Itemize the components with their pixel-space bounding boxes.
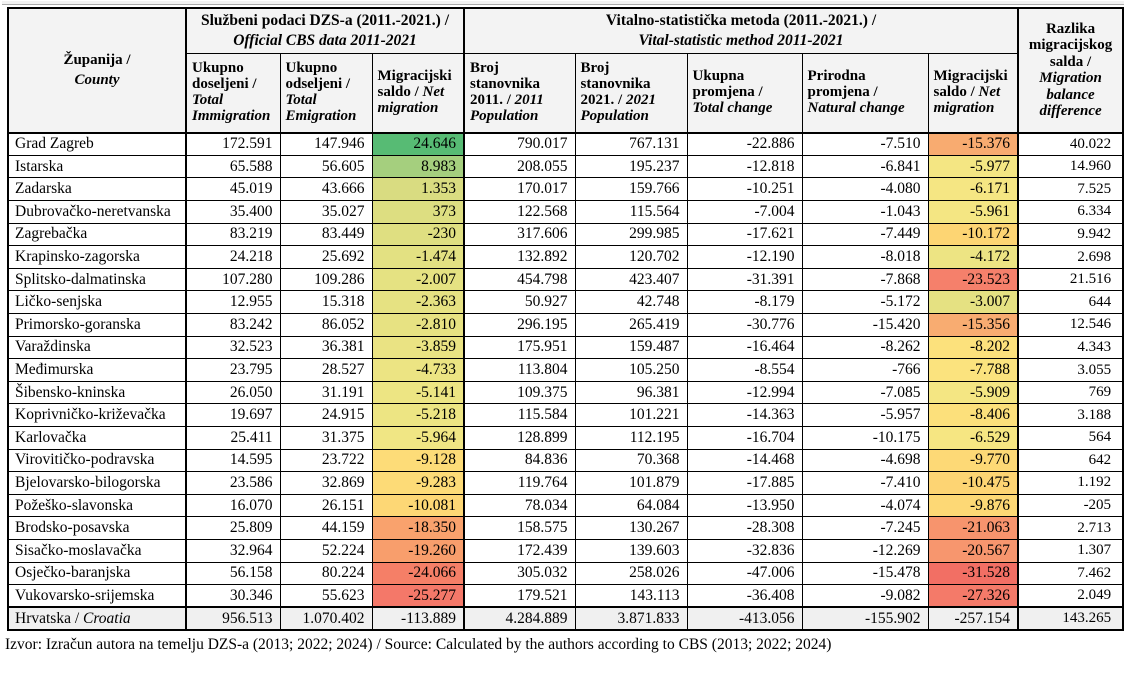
value-cell: -31.528 [928,562,1018,585]
source-note: Izvor: Izračun autora na temelju DZS-a (2013; 2022; 2024) / Source: Calculated by the authors according to CBS (2013; 2022; 2024) [5,635,832,653]
value-cell: 2.698 [1018,246,1123,269]
value-cell: 172.439 [464,539,575,562]
value-cell: 128.899 [464,427,575,450]
county-cell: Sisačko-moslavačka [8,539,186,562]
value-cell: 12.546 [1018,314,1123,337]
table-row [8,494,1123,517]
value-cell: -25.277 [372,585,464,608]
value-cell: 139.603 [575,539,687,562]
value-cell: 101.221 [575,404,687,427]
table-body [8,133,1123,630]
value-cell: 26.151 [280,494,372,517]
county-cell: Bjelovarsko-bilogorska [8,472,186,495]
value-cell: -6.841 [802,155,928,178]
value-cell: -21.063 [928,517,1018,540]
table-row [8,404,1123,427]
value-cell: -3.007 [928,291,1018,314]
migration-balance-difference-header [1018,8,1123,133]
value-cell: 70.368 [575,449,687,472]
value-cell: -31.391 [687,268,802,291]
value-cell: 56.158 [186,562,280,585]
county-cell: Ličko-senjska [8,291,186,314]
value-cell: 45.019 [186,178,280,201]
value-cell: 159.487 [575,336,687,359]
value-cell: 299.985 [575,223,687,246]
value-cell: 1.070.402 [280,607,372,630]
county-cell: Primorsko-goranska [8,314,186,337]
value-cell: 2.049 [1018,585,1123,608]
value-cell: 24.915 [280,404,372,427]
county-cell: Vukovarsko-srijemska [8,585,186,608]
table-row [8,359,1123,382]
value-cell: 14.960 [1018,155,1123,178]
value-cell: 423.407 [575,268,687,291]
county-cell: Virovitičko-podravska [8,449,186,472]
county-cell: Osječko-baranjska [8,562,186,585]
value-cell: -4.698 [802,449,928,472]
top-crop-artifact [2,1,1124,5]
value-cell: 3.871.833 [575,607,687,630]
county-cell: Karlovačka [8,427,186,450]
county-cell: Hrvatska / Croatia [8,607,186,630]
county-cell: Dubrovačko-neretvanska [8,201,186,224]
value-cell: -10.081 [372,494,464,517]
group1-en: Official CBS data 2011-2021 [233,32,417,50]
value-cell: -205 [1018,494,1123,517]
value-cell: -7.449 [802,223,928,246]
value-cell: -10.475 [928,472,1018,495]
value-cell: 2.713 [1018,517,1123,540]
value-cell: 1.353 [372,178,464,201]
value-cell: -113.889 [372,607,464,630]
value-cell: 265.419 [575,314,687,337]
value-cell: -30.776 [687,314,802,337]
value-cell: 296.195 [464,314,575,337]
col-header-population-2021: Broj stanovnika 2021. / 2021 Population [575,54,687,133]
table-row [8,314,1123,337]
value-cell: 8.983 [372,155,464,178]
value-cell: 119.764 [464,472,575,495]
value-cell: 28.527 [280,359,372,382]
value-cell: -7.085 [802,381,928,404]
table-header [8,8,1123,133]
value-cell: -10.175 [802,427,928,450]
value-cell: 790.017 [464,133,575,156]
table-row [8,155,1123,178]
table-row [8,336,1123,359]
value-cell: 43.666 [280,178,372,201]
value-cell: 7.462 [1018,562,1123,585]
value-cell: -4.080 [802,178,928,201]
value-cell: 179.521 [464,585,575,608]
value-cell: 317.606 [464,223,575,246]
col-header-total-emigration: Ukupno odseljeni / Total Emigration [280,54,372,133]
county-header-en: County [74,72,120,89]
value-cell: -9.128 [372,449,464,472]
value-cell: -4.733 [372,359,464,382]
value-cell: -15.356 [928,314,1018,337]
value-cell: 3.055 [1018,359,1123,382]
table-row [8,178,1123,201]
value-cell: -47.006 [687,562,802,585]
value-cell: 64.084 [575,494,687,517]
value-cell: 23.722 [280,449,372,472]
value-cell: 564 [1018,427,1123,450]
value-cell: -5.218 [372,404,464,427]
table-row [8,223,1123,246]
value-cell: 4.343 [1018,336,1123,359]
value-cell: 83.449 [280,223,372,246]
county-cell: Zadarska [8,178,186,201]
value-cell: -20.567 [928,539,1018,562]
value-cell: 101.879 [575,472,687,495]
value-cell: -9.283 [372,472,464,495]
value-cell: 84.836 [464,449,575,472]
value-cell: 175.951 [464,336,575,359]
table-row [8,381,1123,404]
value-cell: -17.621 [687,223,802,246]
value-cell: -2.810 [372,314,464,337]
value-cell: 373 [372,201,464,224]
value-cell: -3.859 [372,336,464,359]
value-cell: -7.788 [928,359,1018,382]
value-cell: 31.375 [280,427,372,450]
value-cell: -7.868 [802,268,928,291]
value-cell: -5.909 [928,381,1018,404]
value-cell: 159.766 [575,178,687,201]
county-column-header [8,8,186,133]
table-row [8,291,1123,314]
value-cell: -32.836 [687,539,802,562]
value-cell: 120.702 [575,246,687,269]
value-cell: 83.242 [186,314,280,337]
value-cell: 25.809 [186,517,280,540]
col-header-total-immigration: Ukupno doseljeni / Total Immigration [186,54,280,133]
value-cell: 109.286 [280,268,372,291]
value-cell: 23.586 [186,472,280,495]
value-cell: 35.400 [186,201,280,224]
value-cell: -36.408 [687,585,802,608]
value-cell: 32.523 [186,336,280,359]
table-row [8,517,1123,540]
value-cell: 80.224 [280,562,372,585]
value-cell: 32.869 [280,472,372,495]
county-cell: Brodsko-posavska [8,517,186,540]
county-header-hr: Županija / [63,52,131,69]
value-cell: -4.172 [928,246,1018,269]
value-cell: -257.154 [928,607,1018,630]
value-cell: 769 [1018,381,1123,404]
value-cell: -766 [802,359,928,382]
value-cell: 35.027 [280,201,372,224]
value-cell: -15.420 [802,314,928,337]
county-cell: Grad Zagreb [8,133,186,156]
value-cell: -7.410 [802,472,928,495]
total-row [8,607,1123,630]
value-cell: 21.516 [1018,268,1123,291]
value-cell: -8.202 [928,336,1018,359]
value-cell: 113.804 [464,359,575,382]
value-cell: 24.218 [186,246,280,269]
value-cell: 25.692 [280,246,372,269]
value-cell: -22.886 [687,133,802,156]
value-cell: 50.927 [464,291,575,314]
table-row [8,201,1123,224]
county-cell: Međimurska [8,359,186,382]
razlika-en: Migration balance difference [1039,70,1102,120]
value-cell: -16.704 [687,427,802,450]
value-cell: -12.269 [802,539,928,562]
value-cell: 305.032 [464,562,575,585]
value-cell: -9.876 [928,494,1018,517]
value-cell: 26.050 [186,381,280,404]
value-cell: -27.326 [928,585,1018,608]
value-cell: 6.334 [1018,201,1123,224]
value-cell: -4.074 [802,494,928,517]
value-cell: 112.195 [575,427,687,450]
value-cell: -8.179 [687,291,802,314]
value-cell: -2.363 [372,291,464,314]
value-cell: 109.375 [464,381,575,404]
value-cell: 31.191 [280,381,372,404]
value-cell: -1.043 [802,201,928,224]
value-cell: -7.004 [687,201,802,224]
migration-table [7,7,1124,631]
value-cell: -15.376 [928,133,1018,156]
value-cell: 3.188 [1018,404,1123,427]
value-cell: -12.818 [687,155,802,178]
value-cell: -12.994 [687,381,802,404]
value-cell: -8.018 [802,246,928,269]
value-cell: -5.172 [802,291,928,314]
value-cell: -5.141 [372,381,464,404]
value-cell: 9.942 [1018,223,1123,246]
value-cell: -5.977 [928,155,1018,178]
value-cell: 105.250 [575,359,687,382]
col-header-net-migration-vital: Migracijski saldo / Net migration [928,54,1018,133]
value-cell: -9.770 [928,449,1018,472]
value-cell: -9.082 [802,585,928,608]
county-cell: Istarska [8,155,186,178]
value-cell: -23.523 [928,268,1018,291]
county-cell: Požeško-slavonska [8,494,186,517]
value-cell: 143.113 [575,585,687,608]
value-cell: -14.468 [687,449,802,472]
value-cell: 158.575 [464,517,575,540]
value-cell: 258.026 [575,562,687,585]
value-cell: -413.056 [687,607,802,630]
county-cell: Koprivničko-križevačka [8,404,186,427]
county-cell: Varaždinska [8,336,186,359]
vital-statistic-group-header [464,8,1018,54]
value-cell: -5.964 [372,427,464,450]
value-cell: -8.406 [928,404,1018,427]
value-cell: 12.955 [186,291,280,314]
value-cell: 96.381 [575,381,687,404]
value-cell: 30.346 [186,585,280,608]
value-cell: 767.131 [575,133,687,156]
value-cell: 56.605 [280,155,372,178]
value-cell: 170.017 [464,178,575,201]
value-cell: 32.964 [186,539,280,562]
value-cell: -8.554 [687,359,802,382]
value-cell: 15.318 [280,291,372,314]
value-cell: -1.474 [372,246,464,269]
value-cell: 1.192 [1018,472,1123,495]
value-cell: 195.237 [575,155,687,178]
value-cell: -230 [372,223,464,246]
group2-hr: Vitalno-statistička metoda (2011.-2021.) / [605,12,877,29]
value-cell: 143.265 [1018,607,1123,630]
value-cell: 115.564 [575,201,687,224]
county-cell: Šibensko-kninska [8,381,186,404]
col-header-total-change: Ukupna promjena / Total change [687,54,802,133]
col-header-net-migration-official: Migracijski saldo / Net migration [372,54,464,133]
col-header-population-2011: Broj stanovnika 2011. / 2011 Population [464,54,575,133]
value-cell: -2.007 [372,268,464,291]
value-cell: -12.190 [687,246,802,269]
table-row [8,246,1123,269]
value-cell: 172.591 [186,133,280,156]
value-cell: -10.172 [928,223,1018,246]
value-cell: -14.363 [687,404,802,427]
value-cell: -155.902 [802,607,928,630]
value-cell: -24.066 [372,562,464,585]
table-row [8,539,1123,562]
value-cell: 16.070 [186,494,280,517]
value-cell: -19.260 [372,539,464,562]
value-cell: 147.946 [280,133,372,156]
official-cbs-group-header [186,8,464,54]
value-cell: 25.411 [186,427,280,450]
value-cell: 4.284.889 [464,607,575,630]
value-cell: -15.478 [802,562,928,585]
value-cell: -5.961 [928,201,1018,224]
value-cell: 23.795 [186,359,280,382]
value-cell: 1.307 [1018,539,1123,562]
value-cell: 454.798 [464,268,575,291]
value-cell: -18.350 [372,517,464,540]
value-cell: -28.308 [687,517,802,540]
table-row [8,562,1123,585]
value-cell: 44.159 [280,517,372,540]
value-cell: -13.950 [687,494,802,517]
value-cell: -10.251 [687,178,802,201]
value-cell: 122.568 [464,201,575,224]
county-cell: Splitsko-dalmatinska [8,268,186,291]
col-header-natural-change: Prirodna promjena / Natural change [802,54,928,133]
value-cell: 24.646 [372,133,464,156]
group1-hr: Službeni podaci DZS-a (2011.-2021.) / [200,12,450,29]
group-header-row [8,8,1123,54]
value-cell: 14.595 [186,449,280,472]
value-cell: 208.055 [464,155,575,178]
razlika-hr: Razlika migracijskog salda / [1028,20,1113,70]
value-cell: 130.267 [575,517,687,540]
county-cell: Zagrebačka [8,223,186,246]
group2-en: Vital-statistic method 2011-2021 [638,32,844,50]
value-cell: 86.052 [280,314,372,337]
value-cell: 83.219 [186,223,280,246]
value-cell: 19.697 [186,404,280,427]
value-cell: -7.245 [802,517,928,540]
value-cell: 642 [1018,449,1123,472]
table-row [8,585,1123,608]
value-cell: 78.034 [464,494,575,517]
value-cell: 956.513 [186,607,280,630]
value-cell: 7.525 [1018,178,1123,201]
value-cell: 644 [1018,291,1123,314]
value-cell: 65.588 [186,155,280,178]
value-cell: -16.464 [687,336,802,359]
table-row [8,133,1123,156]
table-row [8,449,1123,472]
table-row [8,268,1123,291]
value-cell: 52.224 [280,539,372,562]
value-cell: 107.280 [186,268,280,291]
value-cell: -7.510 [802,133,928,156]
value-cell: -5.957 [802,404,928,427]
value-cell: 115.584 [464,404,575,427]
value-cell: 132.892 [464,246,575,269]
value-cell: 42.748 [575,291,687,314]
table-row [8,427,1123,450]
value-cell: -17.885 [687,472,802,495]
value-cell: -8.262 [802,336,928,359]
value-cell: -6.529 [928,427,1018,450]
value-cell: 36.381 [280,336,372,359]
county-cell: Krapinsko-zagorska [8,246,186,269]
value-cell: -6.171 [928,178,1018,201]
value-cell: 40.022 [1018,133,1123,156]
table-row [8,472,1123,495]
value-cell: 55.623 [280,585,372,608]
